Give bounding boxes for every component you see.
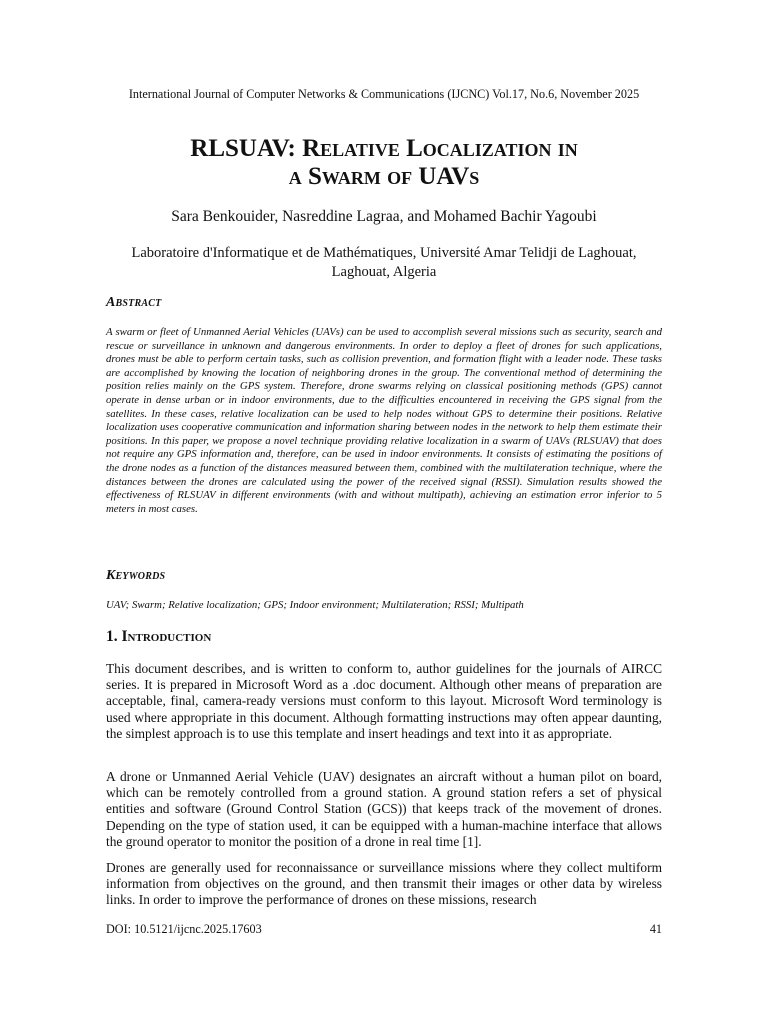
abstract-heading: Abstract (106, 295, 162, 310)
paper-page (106, 0, 662, 1024)
keywords-text: UAV; Swarm; Relative localization; GPS; Indoor environment; Multilateration; RSSI; Multipath (106, 599, 524, 611)
body-paragraph: A drone or Unmanned Aerial Vehicle (UAV) designates an aircraft without a human pilot on board, which can be remotely controlled from a ground station. A ground station refers a set of physical entities and software (Ground Control Station (GCS)) that keeps track of the movement of drones. Depending on the type of station used, it can be equipped with a human-machine interface that allows the ground operator to monitor the position of a drone in real time [1]. (106, 769, 662, 849)
affiliation (106, 244, 662, 282)
affiliation-line-1: Laboratoire d'Informatique et de Mathématiques, Université Amar Telidji de Laghouat, (131, 245, 637, 261)
author-list: Sara Benkouider, Nasreddine Lagraa, and Mohamed Bachir Yagoubi (171, 208, 597, 225)
paper-title (106, 135, 662, 191)
abstract-text: A swarm or fleet of Unmanned Aerial Vehicles (UAVs) can be used to accomplish several missions such as security, search and rescue or surveillance in unknown and dangerous environments. In order to deploy a fleet of drones for such applications, drones must be able to perform certain tasks, such as collision prevention, and formation flight with a leader node. These tasks are accomplished by knowing the location of neighboring drones in the group. The conventional method of determining the position relies mainly on the GPS system. Therefore, drone swarms relying on classical positioning methods (GPS) cannot operate in dense urban or in indoor environments, due to the difficulties encountered in receiving the GPS signal from the satellites. In these cases, relative localization can be used to help nodes without GPS to determine their positions. Relative localization uses cooperative communication and information sharing between nodes in the network to help them estimate their positions. In this paper, we propose a novel technique providing relative localization in a swarm of UAVs (RLSUAV) that does not require any GPS information and, therefore, can be used in indoor environments. It consists of estimating the positions of the drone nodes as a function of the distances measured between them, combined with the multilateration technique, where the distances between the drones are calculated using the power of the received signal (RSSI). Simulation results showed the effectiveness of RLSUAV in different environments (with and without multipath), achieving an estimation error inferior to 5 meters in most cases. (106, 326, 662, 515)
body-paragraph: Drones are generally used for reconnaissance or surveillance missions where they collect multiform information from objectives on the ground, and then transmit their images or other data by wireless links. In order to improve the performance of drones on these missions, research (106, 860, 662, 908)
affiliation-line-2: Laghouat, Algeria (331, 264, 437, 280)
body-paragraph: This document describes, and is written to conform to, author guidelines for the journals of AIRCC series. It is prepared in Microsoft Word as a .doc document. Although other means of preparation are acceptable, final, camera-ready versions must conform to this layout. Microsoft Word terminology is used where appropriate in this document. Although formatting instructions may often appear daunting, the simplest approach is to use this template and insert headings and text into it as appropriate. (106, 661, 662, 741)
keywords-heading: Keywords (106, 568, 166, 583)
footer-doi: DOI: 10.5121/ijcnc.2025.17603 (106, 922, 262, 936)
section-heading-introduction: 1. Introduction (106, 628, 212, 645)
paper-title-line-1: RLSUAV: Relative Localization in (190, 135, 578, 162)
paper-title-line-2: a Swarm of UAVs (288, 163, 480, 190)
page-number: 41 (649, 922, 662, 936)
running-header: International Journal of Computer Networks & Communications (IJCNC) Vol.17, No.6, November 2025 (128, 87, 640, 101)
